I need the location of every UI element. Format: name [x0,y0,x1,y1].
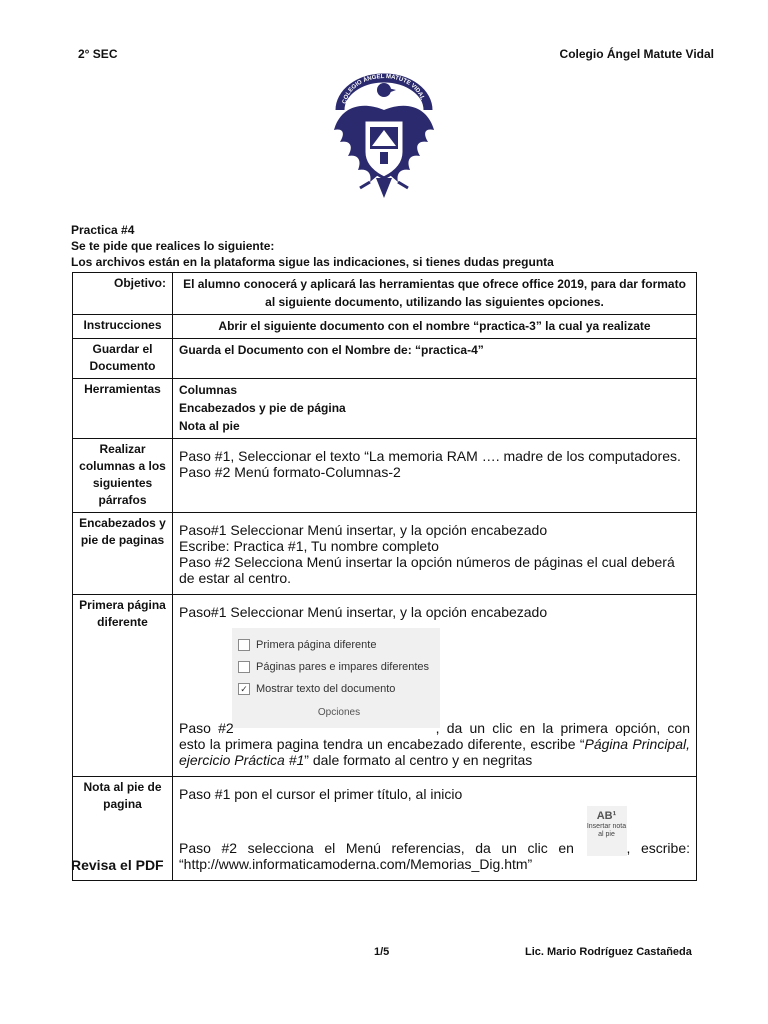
checkbox-unchecked-icon[interactable] [238,661,250,673]
table-row [73,379,697,439]
tools-label: Herramientas [73,379,173,439]
page-number: 1/5 [374,946,390,958]
first-page-steps [173,595,697,777]
insert-footnote-button[interactable]: AB¹ Insertar nota al pie [587,806,627,856]
first-page-label: Primera página diferente [73,595,173,777]
instructions-label: Instrucciones [73,315,173,339]
tool-item: Nota al pie [179,419,240,433]
author-name: Lic. Mario Rodríguez Castañeda [525,946,692,958]
intro-block [71,222,554,270]
headers-step2: Paso #2 Selecciona Menú insertar la opción números de páginas el cual deberá de estar al centro. [179,554,675,586]
columns-label: Realizar columnas a los siguientes párrafos [73,439,173,513]
table-row [73,595,697,777]
headers-label: Encabezados y pie de paginas [73,513,173,595]
footnote-steps [173,777,697,881]
option-first-page[interactable]: Primera página diferente [238,634,440,656]
tool-item: Columnas [179,383,238,397]
crest-text: COLEGIO ÁNGEL MATUTE VIDAL [342,73,426,105]
footnote-label: Nota al pie de pagina [73,777,173,881]
tool-item: Encabezados y pie de página [179,401,346,415]
footnote-step1: Paso #1 pon el cursor el primer título, al inicio [179,786,463,802]
first-page-step2: Paso #2 , da un clic en la primera opción, con esto la primera pagina tendra un encabezado diferente, escribe “Página Principal, ejercicio Práctica #1” dale formato al centro y en negritas [179,720,691,768]
save-text [173,339,697,379]
instructions-table [72,272,697,881]
headers-step1b: Escribe: Practica #1, Tu nombre completo [179,538,439,554]
grade-label: 2° SEC [78,47,118,61]
columns-step2: Paso #2 Menú formato-Columnas-2 [179,464,401,480]
note-line: Los archivos están en la plataforma sigue las indicaciones, si tienes dudas pregunta [71,255,554,269]
tools-list [173,379,697,439]
headers-step1: Paso#1 Seleccionar Menú insertar, y la opción encabezado [179,522,548,538]
save-label: Guardar el Documento [73,339,173,379]
table-row [73,339,697,379]
columns-steps [173,439,697,513]
checkbox-unchecked-icon[interactable] [238,639,250,651]
instructions-text: Abrir el siguiente documento con el nombre “practica-3” la cual ya realizate [173,315,697,339]
objective-label: Objetivo: [73,273,173,315]
option-odd-even[interactable]: Páginas pares e impares diferentes [238,656,440,678]
table-row [73,777,697,881]
columns-step1: Paso #1, Seleccionar el texto “La memoria RAM …. madre de los computadores. [179,448,681,464]
save-filename: “practica-4” [415,343,484,357]
table-row [73,439,697,513]
footnote-step2: Paso #2 selecciona el Menú referencias, da un clic en AB¹ Insertar nota al pie, escribe: “http://www.informaticamoderna.com/Memorias_Dig.htm” [179,806,690,872]
first-page-step1: Paso#1 Seleccionar Menú insertar, y la opción encabezado [179,604,548,620]
headers-steps [173,513,697,595]
save-prefix: Guarda el Documento con el Nombre de: [179,343,416,357]
practice-title: Practica #4 [71,223,135,237]
objective-text: El alumno conocerá y aplicará las herramientas que ofrece office 2019, para dar formato al siguiente documento, utilizando las siguientes opciones. [173,273,697,315]
table-row [73,315,697,339]
school-name: Colegio Ángel Matute Vidal [559,47,714,61]
footnote-icon: AB¹ [596,810,617,822]
school-crest-logo [330,70,438,200]
options-panel [232,628,440,728]
table-row [73,513,697,595]
instruction-line: Se te pide que realices lo siguiente: [71,239,275,253]
table-row [73,273,697,315]
checkbox-checked-icon[interactable]: ✓ [238,683,250,695]
revisa-heading: Revisa el PDF [71,857,164,873]
options-caption: Opciones [317,707,361,718]
option-show-text[interactable]: ✓ Mostrar texto del documento [238,678,440,700]
